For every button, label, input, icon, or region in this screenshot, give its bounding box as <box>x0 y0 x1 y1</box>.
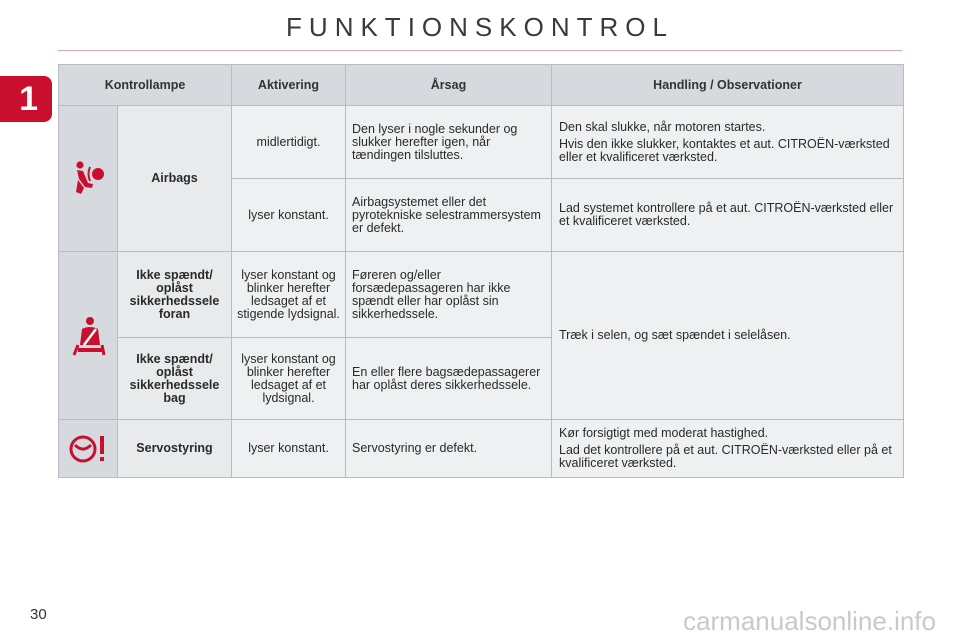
steering-activation: lyser konstant. <box>232 420 346 478</box>
airbag-cause-2: Airbagsystemet eller det pyrotekniske selestrammersystem er defekt. <box>346 179 552 252</box>
airbag-action-2 <box>552 179 904 252</box>
seatbelt-front-label: Ikke spændt/ oplåst sikkerhedssele foran <box>118 252 232 338</box>
warning-lamp-table <box>58 64 904 478</box>
table-row <box>59 252 904 338</box>
action-line: Lad det kontrollere på et aut. CITROËN-værksted eller på et kvalificeret værksted. <box>559 443 892 470</box>
airbag-warning-icon <box>68 159 108 199</box>
title-divider <box>58 50 902 51</box>
table-header-row <box>59 65 904 106</box>
table-row <box>59 106 904 179</box>
airbag-action-1 <box>552 106 904 179</box>
page-number: 30 <box>30 606 47 623</box>
steering-icon-cell <box>59 420 118 478</box>
airbag-activation-2: lyser konstant. <box>232 179 346 252</box>
seatbelt-rear-label: Ikke spændt/ oplåst sikkerhedssele bag <box>118 338 232 420</box>
steering-action <box>552 420 904 478</box>
airbag-icon-cell <box>59 106 118 252</box>
chapter-tab <box>0 76 52 122</box>
seatbelt-action: Træk i selen, og sæt spændet i selelåsen. <box>552 252 904 420</box>
action-line: Den skal slukke, når motoren startes. <box>559 119 766 134</box>
seatbelt-warning-icon <box>68 315 108 357</box>
airbag-label: Airbags <box>118 106 232 252</box>
seatbelt-icon-cell <box>59 252 118 420</box>
seatbelt-rear-activation: lyser konstant og blinker herefter ledsaget af et lydsignal. <box>232 338 346 420</box>
action-line: Kør forsigtigt med moderat hastighed. <box>559 426 769 440</box>
header-kontrollampe: Kontrollampe <box>59 65 232 106</box>
chapter-number: 1 <box>19 80 38 118</box>
watermark: carmanualsonline.info <box>683 606 936 636</box>
seatbelt-rear-cause: En eller flere bagsædepassagerer har oplåst deres sikkerhedssele. <box>346 338 552 420</box>
header-handling: Handling / Observationer <box>552 65 904 106</box>
action-line: Lad systemet kontrollere på et aut. CITROËN-værksted eller et kvalificeret værksted. <box>559 201 894 228</box>
steering-cause: Servostyring er defekt. <box>346 420 552 478</box>
header-aktivering: Aktivering <box>232 65 346 106</box>
steering-label: Servostyring <box>118 420 232 478</box>
seatbelt-front-cause: Føreren og/eller forsædepassageren har ikke spændt eller har oplåst sin sikkerhedssele. <box>346 252 552 338</box>
header-aarsag: Årsag <box>346 65 552 106</box>
action-line: Hvis den ikke slukker, kontaktes et aut. CITROËN-værksted eller et kvalificeret værksted. <box>559 136 890 164</box>
airbag-activation-1: midlertidigt. <box>232 106 346 179</box>
airbag-cause-1: Den lyser i nogle sekunder og slukker herefter igen, når tændingen tilsluttes. <box>346 106 552 179</box>
power-steering-warning-icon <box>66 431 110 467</box>
seatbelt-front-activation: lyser konstant og blinker herefter ledsaget af et stigende lydsignal. <box>232 252 346 338</box>
page-title: FUNKTIONSKONTROL <box>286 12 674 42</box>
table-row <box>59 420 904 478</box>
